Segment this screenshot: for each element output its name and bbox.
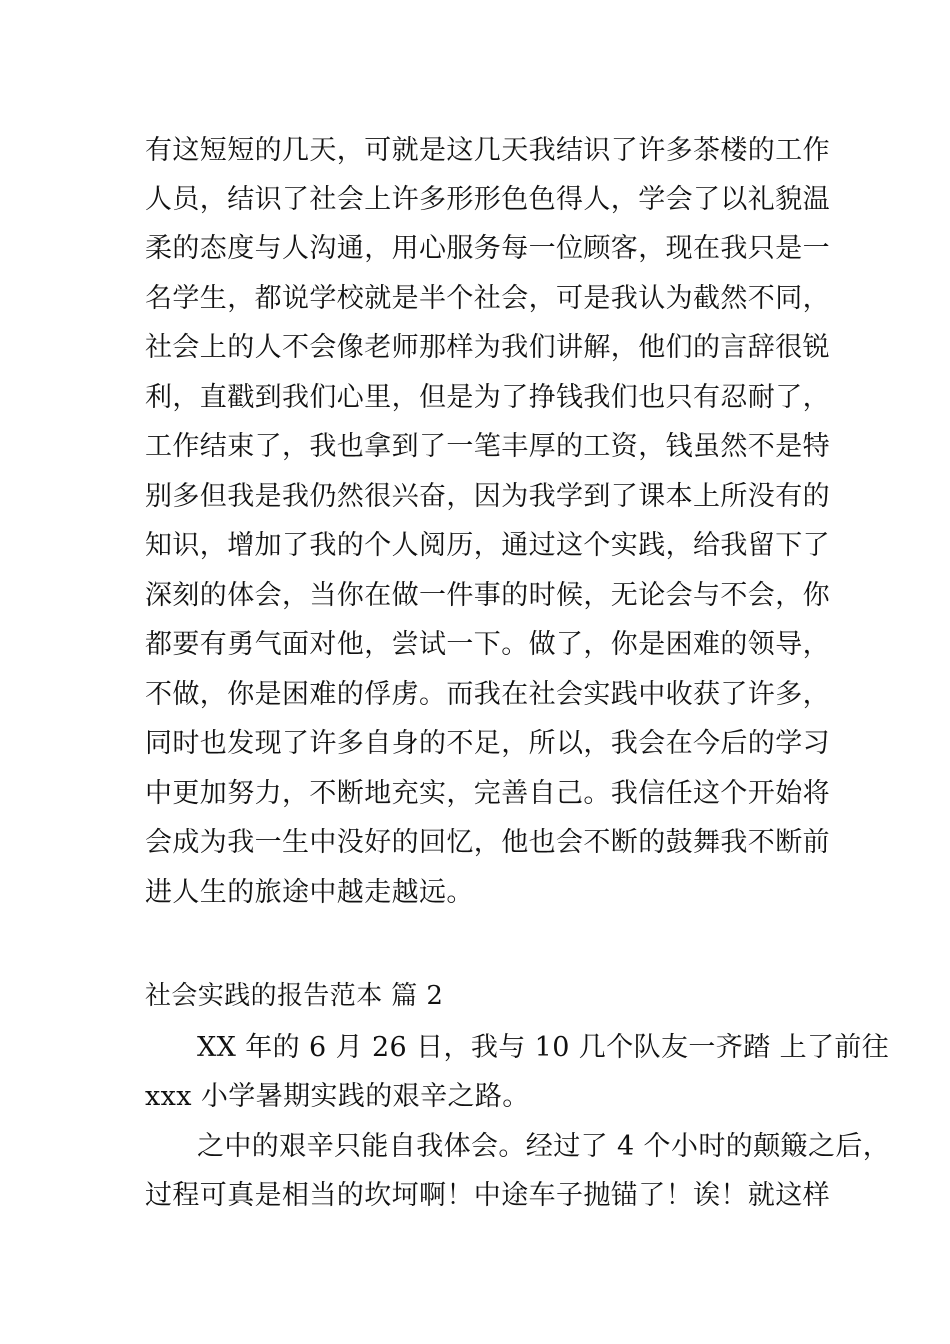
text-line: XX 年的 6 月 26 日，我与 10 几个队友一齐踏 上了前往 bbox=[197, 1032, 890, 1063]
text-line: 有这短短的几天，可就是这几天我结识了许多茶楼的工作 bbox=[145, 135, 830, 166]
text-line: 不做，你是困难的俘虏。而我在社会实践中收获了许多， bbox=[145, 679, 830, 710]
text-line: 利，直戳到我们心里，但是为了挣钱我们也只有忍耐了， bbox=[145, 382, 830, 413]
text-line: 都要有勇气面对他，尝试一下。做了，你是困难的领导， bbox=[145, 629, 830, 660]
text-line: 同时也发现了许多自身的不足，所以，我会在今后的学习 bbox=[145, 728, 830, 759]
text-line: 工作结束了，我也拿到了一笔丰厚的工资，钱虽然不是特 bbox=[145, 431, 830, 462]
text-line: 名学生，都说学校就是半个社会，可是我认为截然不同， bbox=[145, 283, 830, 314]
section-heading: 社会实践的报告范本 篇 2 bbox=[145, 981, 444, 1011]
text-line: 别多但我是我仍然很兴奋，因为我学到了课本上所没有的 bbox=[145, 481, 830, 512]
text-line: 之中的艰辛只能自我体会。经过了 4 个小时的颠簸之后， bbox=[197, 1131, 891, 1162]
text-line: 知识，增加了我的个人阅历，通过这个实践，给我留下了 bbox=[145, 530, 830, 561]
text-line: 柔的态度与人沟通，用心服务每一位顾客，现在我只是一 bbox=[145, 233, 830, 264]
text-line: 过程可真是相当的坎坷啊！中途车子抛锚了！诶！就这样 bbox=[145, 1180, 830, 1211]
text-line: 深刻的体会，当你在做一件事的时候，无论会与不会，你 bbox=[145, 580, 830, 611]
text-line: 人员，结识了社会上许多形形色色得人，学会了以礼貌温 bbox=[145, 184, 830, 215]
text-line: xxx 小学暑期实践的艰辛之路。 bbox=[145, 1081, 530, 1112]
text-line: 会成为我一生中没好的回忆，他也会不断的鼓舞我不断前 bbox=[145, 827, 830, 858]
text-line: 社会上的人不会像老师那样为我们讲解，他们的言辞很锐 bbox=[145, 332, 830, 363]
text-line: 进人生的旅途中越走越远。 bbox=[145, 877, 474, 908]
text-line: 中更加努力，不断地充实，完善自己。我信任这个开始将 bbox=[145, 778, 830, 809]
